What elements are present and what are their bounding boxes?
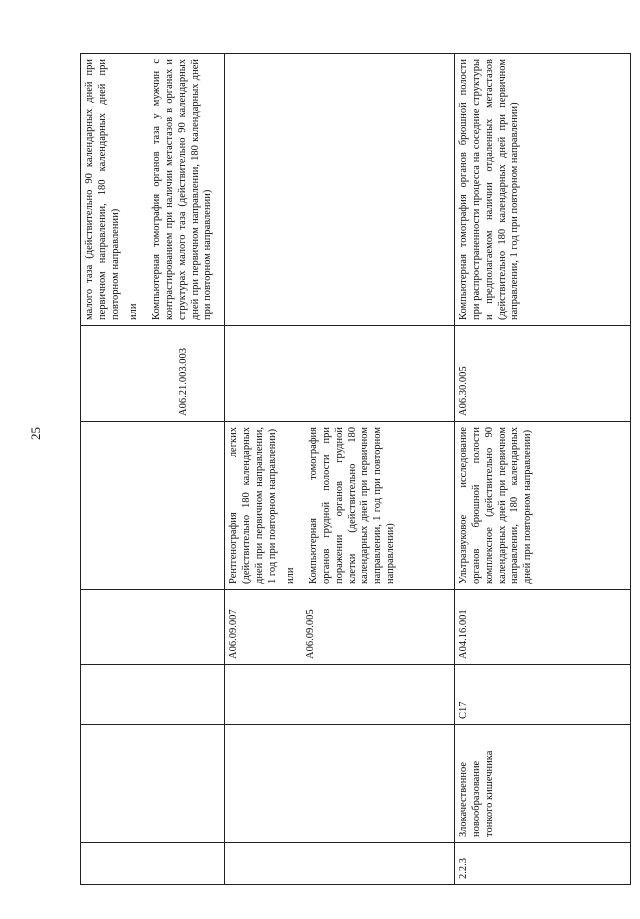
cell-num: 2.2.3: [455, 843, 631, 885]
table-row: [81, 54, 225, 885]
service-text: Компьютерная томография органов таза у мужчин с контрастированием при наличии метастазов в органах и структурах малого таза (действительно 90 календарных дней при первичном направлении, 180 календарных дней при повторном направлении): [151, 59, 214, 320]
service-code: A06.09.005: [304, 609, 316, 659]
cell-code-b: [81, 326, 225, 422]
service-code: A06.21.003.003: [178, 348, 189, 416]
table-row: [455, 54, 631, 885]
cell-icd: C17: [455, 665, 631, 725]
table-row: [225, 54, 455, 885]
or-label: или: [128, 303, 140, 320]
service-code: A06.09.007: [228, 609, 240, 659]
cell-code-a: A04.16.001: [455, 590, 631, 665]
cell-code-b: [225, 326, 455, 422]
cell-service-a: [81, 422, 225, 590]
cell-diagnosis: [81, 725, 225, 843]
cell-service-a: Ультразвуковое исследование органов брюшной полости комплексное (действительно 90 календарных дней при первичном направлении, 180 календарных дней при повторном направлении): [455, 422, 631, 590]
page-number: 25: [28, 427, 43, 440]
cell-code-a: [225, 590, 455, 665]
cell-diagnosis: [225, 725, 455, 843]
service-text: Компьютерная томография органов грудной полости при поражении органов грудной клетки (действительно 180 календарных дней при первичном направлении, 1 год при повторном направлении): [308, 427, 396, 584]
cell-diagnosis: Злокачественное новообразование тонкого кишечника: [455, 725, 631, 843]
service-text: малого таза (действительно 90 календарных дней при первичном направлении, 180 календарных дней при повторном направлении): [84, 59, 121, 320]
cell-service-b: [81, 54, 225, 326]
cell-icd: [81, 665, 225, 725]
cell-icd: [225, 665, 455, 725]
cell-service-b: Компьютерная томография органов брюшной полости при распространенности процесса на соседние структуры и предполагаемом наличии отдаленных метастазов (действительно 180 календарных дней при первичном направлении, 1 год при повторном направлении): [455, 54, 631, 326]
cell-service-b: [225, 54, 455, 326]
services-table: [80, 53, 631, 885]
service-text: Рентгенография легких (действительно 180 календарных дней при первичном направлении, 1 год при повторном направлении): [228, 427, 278, 584]
cell-service-a: [225, 422, 455, 590]
cell-code-a: [81, 590, 225, 665]
or-label: или: [285, 567, 297, 584]
document-table-rotated: [80, 54, 586, 885]
cell-num: [225, 843, 455, 885]
cell-num: [81, 843, 225, 885]
cell-code-b: A06.30.005: [455, 326, 631, 422]
